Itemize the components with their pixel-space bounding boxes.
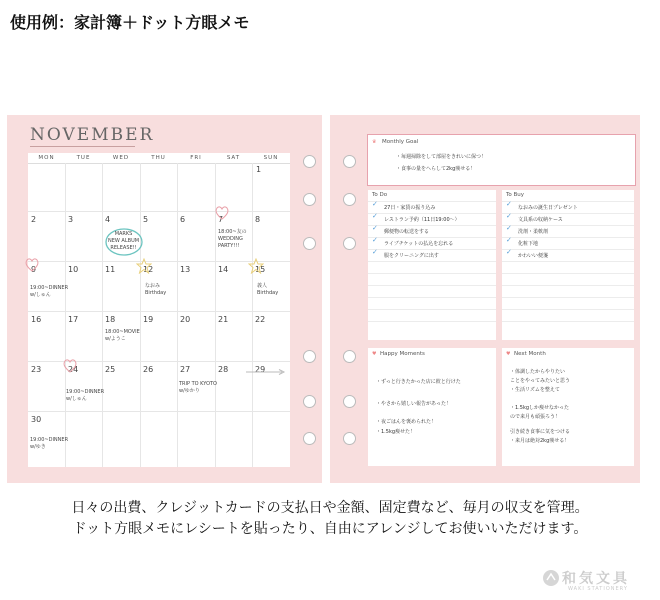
- brand-logo-icon: [542, 569, 560, 587]
- grid-line: [252, 163, 253, 467]
- heart-icon: [215, 205, 229, 221]
- date-number: 5: [143, 215, 149, 224]
- date-number: 4: [105, 215, 111, 224]
- todo-item: 27日・家賃の振り込み: [384, 205, 436, 211]
- rule-line: [368, 297, 496, 298]
- binder-hole: [343, 155, 356, 168]
- dow-label: THU: [140, 153, 177, 164]
- arrow-icon: [246, 369, 286, 375]
- grid-line: [65, 163, 66, 467]
- binder-hole: [343, 395, 356, 408]
- rule-line: [368, 237, 496, 238]
- page-heading: 使用例：家計簿＋ドット方眼メモ: [10, 13, 250, 32]
- rule-line: [502, 213, 634, 214]
- todo-item: 服をクリーニングに出す: [384, 253, 439, 259]
- calendar-note: 18:00~友の WEDDING PARTY!!!: [218, 229, 247, 249]
- goal-item: ・毎週掃除をして部屋をきれいに保つ！: [396, 154, 487, 160]
- next-item: ので来月も頑張ろう！: [510, 414, 561, 420]
- heart-icon: ♥: [506, 351, 511, 357]
- date-number: 10: [68, 265, 79, 274]
- dow-label: MON: [28, 153, 65, 164]
- date-number: 24: [68, 365, 79, 374]
- dow-label: SUN: [252, 153, 290, 164]
- next-item: ・体調したからやりたい: [510, 369, 566, 375]
- calendar-note: 18:00~MOVIE w/ようこ: [105, 329, 140, 342]
- date-number: 25: [105, 365, 116, 374]
- date-number: 13: [180, 265, 191, 274]
- tobuy-item: かわいい便箋: [518, 253, 549, 259]
- binder-hole: [343, 193, 356, 206]
- check-icon: ✓: [372, 212, 378, 220]
- binder-hole: [303, 237, 316, 250]
- date-number: 29: [255, 365, 266, 374]
- todo-item: ライブチケットの払込を忘れる: [384, 241, 454, 247]
- title-underline: [30, 146, 135, 147]
- calendar-note: 義人 Birthday: [257, 283, 279, 296]
- rule-line: [368, 285, 496, 286]
- next-item: ・1.5kgしか痩せなかった: [510, 405, 570, 411]
- check-icon: ✓: [372, 224, 378, 232]
- next-month-box: [502, 348, 634, 466]
- binder-hole: [303, 395, 316, 408]
- tobuy-title: To Buy: [506, 192, 525, 198]
- calendar-note: なおみ Birthday: [145, 283, 167, 296]
- grid-line: [28, 411, 290, 412]
- todo-item: 郵便物の転送をする: [384, 229, 430, 235]
- check-icon: ✓: [506, 212, 512, 220]
- binder-hole: [343, 350, 356, 363]
- date-number: 30: [31, 415, 42, 424]
- calendar-note: MARKS NEW ALBUM RELEASE!!: [108, 231, 140, 251]
- date-number: 8: [255, 215, 261, 224]
- calendar-note: 19:00~DINNER w/しゅん: [66, 389, 105, 402]
- star-icon: [136, 258, 152, 274]
- caption-line: ドット方眼メモにレシートを貼ったり、自由にアレンジしてお使いいただけます。: [72, 521, 588, 537]
- next-item: ・生活リズムを整えて: [510, 387, 560, 393]
- monthly-goal-box: [367, 134, 636, 186]
- date-number: 6: [180, 215, 186, 224]
- date-number: 9: [31, 265, 37, 274]
- goal-item: ・食事の量をへらして2kg痩せる！: [396, 166, 476, 172]
- dow-label: SAT: [215, 153, 252, 164]
- date-number: 12: [143, 265, 154, 274]
- binder-hole: [303, 193, 316, 206]
- binder-hole: [343, 237, 356, 250]
- rule-line: [502, 261, 634, 262]
- rule-line: [502, 273, 634, 274]
- tobuy-box: [502, 190, 634, 340]
- happy-moments-title: Happy Moments: [380, 351, 425, 357]
- todo-box: [368, 190, 496, 340]
- rule-line: [368, 321, 496, 322]
- happy-item: ・1.5kg痩せた！: [376, 429, 416, 435]
- check-icon: ✓: [372, 236, 378, 244]
- date-number: 3: [68, 215, 74, 224]
- happy-item: ・ずっと行きたかった店に彼と行けた: [376, 379, 461, 385]
- tobuy-item: 洗剤・柔軟剤: [518, 229, 549, 235]
- heart-icon: ♥: [372, 351, 377, 357]
- monthly-goal-title: Monthly Goal: [382, 139, 419, 145]
- date-number: 1: [256, 165, 262, 174]
- dow-label: WED: [102, 153, 140, 164]
- rule-line: [368, 213, 496, 214]
- calendar-month-title: NOVEMBER: [30, 125, 155, 145]
- heart-icon: [63, 358, 77, 374]
- check-icon: ✓: [506, 236, 512, 244]
- date-number: 21: [218, 315, 229, 324]
- date-number: 20: [180, 315, 191, 324]
- brand-logo-text: 和気文具: [562, 571, 630, 587]
- dow-label: FRI: [177, 153, 215, 164]
- date-number: 16: [31, 315, 42, 324]
- date-number: 27: [180, 365, 191, 374]
- date-number: 7: [218, 215, 224, 224]
- check-icon: ✓: [372, 248, 378, 256]
- date-number: 11: [105, 265, 116, 274]
- caption-line: 日々の出費、クレジットカードの支払日や金額、固定費など、毎月の収支を管理。: [71, 500, 589, 516]
- todo-item: レストラン予約（11日19:00〜）: [384, 217, 460, 223]
- next-item: 引き続き食事に気をつける: [510, 429, 571, 435]
- next-item: ことをやってみたいと思う: [510, 378, 571, 384]
- date-number: 23: [31, 365, 42, 374]
- grid-line: [102, 163, 103, 467]
- brand-logo-subtext: WAKI STATIONERY: [568, 586, 628, 592]
- date-number: 22: [255, 315, 266, 324]
- date-number: 14: [218, 265, 229, 274]
- grid-line: [28, 311, 290, 312]
- happy-item: ・やさから嬉しい報告があった！: [376, 401, 451, 407]
- date-number: 18: [105, 315, 116, 324]
- dow-label: TUE: [65, 153, 102, 164]
- rule-line: [368, 201, 496, 202]
- binder-hole: [343, 432, 356, 445]
- rule-line: [368, 309, 496, 310]
- rule-line: [502, 225, 634, 226]
- rule-line: [368, 249, 496, 250]
- rule-line: [502, 297, 634, 298]
- grid-line: [177, 163, 178, 467]
- tobuy-item: 化粧下地: [518, 241, 539, 247]
- grid-line: [28, 211, 290, 212]
- calendar-note: 19:00~DINNER w/ゆき: [30, 437, 69, 450]
- rule-line: [502, 201, 634, 202]
- tobuy-item: なおみの誕生日プレゼント: [518, 205, 578, 211]
- check-icon: ✓: [506, 200, 512, 208]
- rule-line: [368, 225, 496, 226]
- date-number: 19: [143, 315, 154, 324]
- rule-line: [502, 285, 634, 286]
- next-month-title: Next Month: [514, 351, 546, 357]
- heart-icon: [25, 257, 39, 273]
- calendar-grid: [28, 153, 290, 467]
- calendar-note: TRIP TO KYOTO w/ゆかり: [179, 381, 217, 394]
- rule-line: [368, 273, 496, 274]
- check-icon: ✓: [506, 224, 512, 232]
- date-number: 2: [31, 215, 37, 224]
- date-number: 17: [68, 315, 79, 324]
- date-number: 28: [218, 365, 229, 374]
- binder-hole: [303, 432, 316, 445]
- rule-line: [502, 237, 634, 238]
- crown-icon: ♛: [372, 139, 377, 145]
- happy-item: ・夜ごはんを褒められた！: [376, 419, 437, 425]
- rule-line: [502, 249, 634, 250]
- grid-line: [140, 163, 141, 467]
- star-icon: [248, 258, 264, 274]
- rule-line: [502, 309, 634, 310]
- rule-line: [502, 321, 634, 322]
- binder-hole: [303, 155, 316, 168]
- calendar-note: 19:00~DINNER w/しゅん: [30, 285, 69, 298]
- happy-moments-box: [368, 348, 496, 466]
- binder-hole: [303, 350, 316, 363]
- rule-line: [368, 261, 496, 262]
- date-number: 26: [143, 365, 154, 374]
- date-number: 15: [255, 265, 266, 274]
- check-icon: ✓: [506, 248, 512, 256]
- todo-title: To Do: [372, 192, 388, 198]
- tobuy-item: 文具系の収納ケース: [518, 217, 563, 223]
- next-item: ・来月は絶対2kg痩せる！: [510, 438, 570, 444]
- check-icon: ✓: [372, 200, 378, 208]
